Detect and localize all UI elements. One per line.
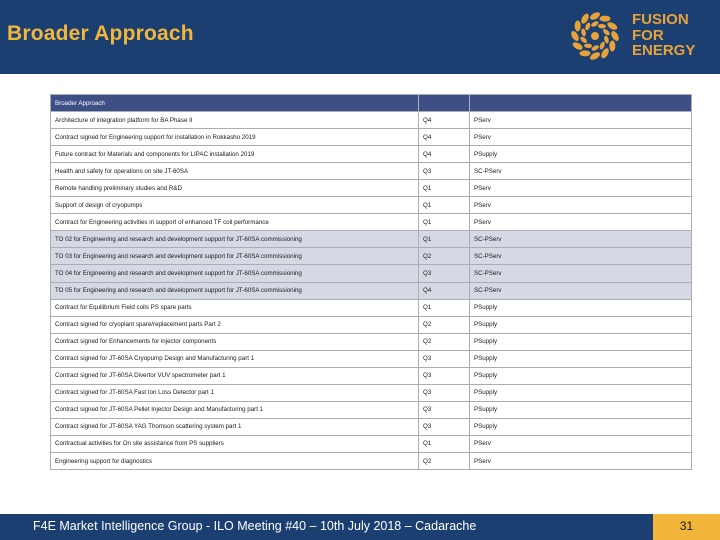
page-number-box (653, 514, 720, 540)
row-type: PSupply (470, 299, 692, 316)
footer-bar (0, 514, 720, 540)
row-quarter: Q1 (419, 231, 470, 248)
row-quarter: Q2 (419, 452, 470, 469)
logo-petal (610, 30, 621, 43)
row-quarter: Q3 (419, 367, 470, 384)
row-quarter: Q3 (419, 384, 470, 401)
logo-petal (570, 30, 581, 43)
row-description: Contract signed for JT-60SA Cryopump Design and Manufacturing part 1 (51, 350, 419, 367)
row-type: PServ (470, 197, 692, 214)
row-description: Contract for Equilibrium Field coils PS spare parts (51, 299, 419, 316)
row-type: PServ (470, 129, 692, 146)
logo-wordmark (632, 12, 695, 59)
row-description: TO 03 for Engineering and research and development support for JT-60SA commissioning (51, 248, 419, 265)
logo-petal (602, 28, 611, 37)
row-type: SC-PServ (470, 248, 692, 265)
table-row (51, 265, 692, 282)
row-type: PSupply (470, 418, 692, 435)
logo-petal (589, 51, 602, 62)
logo-petal (591, 44, 600, 52)
procurement-table (50, 94, 692, 470)
header-bar (0, 0, 720, 74)
table-row (51, 418, 692, 435)
logo-petal (609, 41, 615, 52)
row-type: PSupply (470, 146, 692, 163)
row-type: PSupply (470, 316, 692, 333)
table-row (51, 248, 692, 265)
table-row (51, 146, 692, 163)
table-row (51, 435, 692, 452)
table-header-cell: Broader Approach (51, 95, 419, 112)
logo-line-3: ENERGY (632, 42, 696, 59)
table-row (51, 316, 692, 333)
row-description: Architecture of integration platform for BA Phase II (51, 112, 419, 129)
table-row (51, 214, 692, 231)
slide-title: Broader Approach (7, 22, 194, 45)
logo-petal (600, 16, 611, 22)
logo-petal (571, 41, 584, 52)
row-type: PServ (470, 452, 692, 469)
row-description: Contract signed for JT-60SA Fast Ion Loss Detector part 1 (51, 384, 419, 401)
logo-line-2: FOR (632, 26, 664, 44)
row-type: PSupply (470, 333, 692, 350)
row-quarter: Q3 (419, 163, 470, 180)
logo-center (591, 32, 599, 40)
table-row (51, 367, 692, 384)
row-description: Remote handling preliminary studies and R&D (51, 180, 419, 197)
logo-petal (579, 36, 588, 45)
row-type: PSupply (470, 367, 692, 384)
table-header-row (51, 95, 692, 112)
row-description: Health and safety for operations on site JT-60SA (51, 163, 419, 180)
row-quarter: Q4 (419, 129, 470, 146)
table-header-cell-blank (470, 95, 692, 112)
table-row (51, 299, 692, 316)
row-type: SC-PServ (470, 282, 692, 299)
table-row (51, 129, 692, 146)
logo-petal (598, 24, 606, 29)
row-description: Contract signed for cryoplant spare/replacement parts Part 2 (51, 316, 419, 333)
row-description: Future contract for Materials and components for LIPAC installation 2019 (51, 146, 419, 163)
row-type: PSupply (470, 401, 692, 418)
table-row (51, 163, 692, 180)
row-type: PServ (470, 180, 692, 197)
row-quarter: Q3 (419, 418, 470, 435)
row-type: PServ (470, 214, 692, 231)
row-description: Contract for Engineering activities in support of enhanced TF coil performance (51, 214, 419, 231)
footer-text: F4E Market Intelligence Group - ILO Meeting #40 – 10th July 2018 – Cadarache (33, 519, 477, 533)
row-type: PSupply (470, 384, 692, 401)
logo-petal (575, 21, 581, 32)
row-quarter: Q1 (419, 435, 470, 452)
row-description: Contractual activities for On site assistance from PS suppliers (51, 435, 419, 452)
table-row (51, 333, 692, 350)
logo-petal (606, 21, 619, 32)
row-quarter: Q2 (419, 316, 470, 333)
row-quarter: Q2 (419, 333, 470, 350)
row-quarter: Q1 (419, 299, 470, 316)
fusion-logo-icon (567, 8, 623, 64)
logo-petal (599, 41, 606, 50)
table-row (51, 112, 692, 129)
row-description: Support of design of cryopumps (51, 197, 419, 214)
logo-petal (580, 50, 591, 56)
logo-line-1: FUSION (632, 11, 689, 28)
row-description: Contract signed for Enhancements for injector components (51, 333, 419, 350)
row-description: TO 02 for Engineering and research and development support for JT-60SA commissioning (51, 231, 419, 248)
row-quarter: Q1 (419, 197, 470, 214)
table-row (51, 350, 692, 367)
row-quarter: Q4 (419, 112, 470, 129)
row-description: Contract signed for Engineering support for installation in Rokkasho 2019 (51, 129, 419, 146)
logo-petal (584, 22, 591, 31)
row-type: SC-PServ (470, 231, 692, 248)
row-quarter: Q4 (419, 146, 470, 163)
row-type: PServ (470, 435, 692, 452)
row-type: PServ (470, 112, 692, 129)
row-type: SC-PServ (470, 265, 692, 282)
logo-petal (589, 11, 602, 22)
table-row (51, 282, 692, 299)
row-quarter: Q4 (419, 282, 470, 299)
logo-petal (590, 20, 599, 28)
row-description: TO 04 for Engineering and research and development support for JT-60SA commissioning (51, 265, 419, 282)
table-row (51, 197, 692, 214)
page-number: 31 (679, 519, 694, 533)
row-description: Contract signed for JT-60SA YAG Thomson scattering system part 1 (51, 418, 419, 435)
row-quarter: Q3 (419, 401, 470, 418)
table-header-cell-blank (419, 95, 470, 112)
row-type: SC-PServ (470, 163, 692, 180)
row-description: TO 05 for Engineering and research and development support for JT-60SA commissioning (51, 282, 419, 299)
table-row (51, 452, 692, 469)
row-quarter: Q1 (419, 180, 470, 197)
row-description: Contract signed for JT-60SA Pellet Injector Design and Manufacturing part 1 (51, 401, 419, 418)
row-quarter: Q2 (419, 248, 470, 265)
row-description: Engineering support for diagnostics (51, 452, 419, 469)
table-row (51, 231, 692, 248)
row-description: Contract signed for JT-60SA Divertor VUV spectrometer part 1 (51, 367, 419, 384)
logo-petal (584, 43, 592, 48)
table-row (51, 180, 692, 197)
row-quarter: Q3 (419, 265, 470, 282)
table-row (51, 384, 692, 401)
table-row (51, 401, 692, 418)
row-quarter: Q1 (419, 214, 470, 231)
row-type: PSupply (470, 350, 692, 367)
row-quarter: Q3 (419, 350, 470, 367)
